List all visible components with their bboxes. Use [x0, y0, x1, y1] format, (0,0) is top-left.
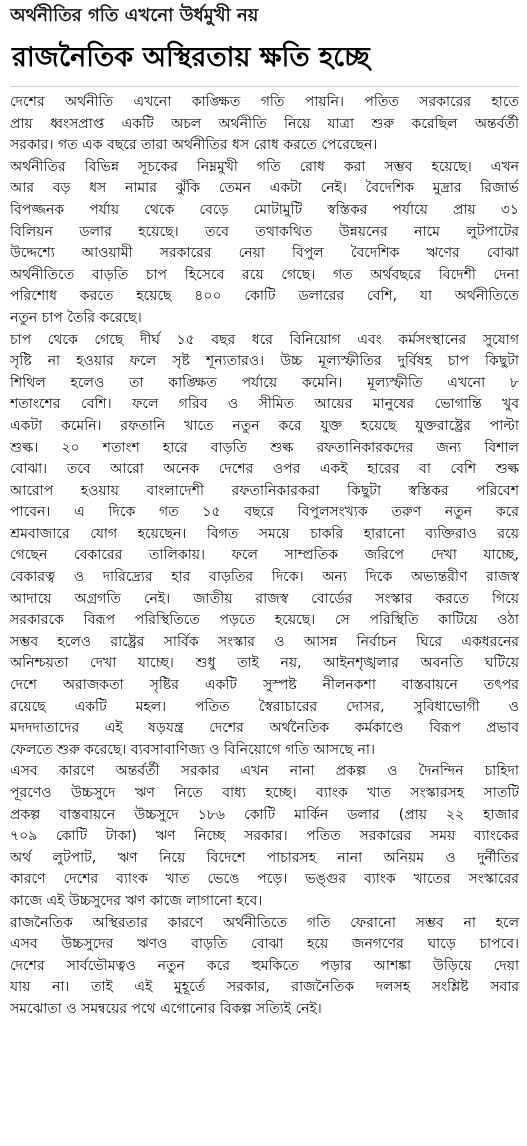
article-line: পরিশোধ করতে হয়েছে ৪০০ কোটি ডলারের বেশি, যা অর্থনীতিতে [10, 288, 519, 305]
article-paragraph [10, 92, 519, 157]
article-line: দেশের সার্বভৌমত্বও নতুন করে হুমকিতে পড়ার আশঙ্কা উড়িয়ে দেয়া [10, 957, 519, 974]
article-line: বেকারত্ব ও দারিদ্র্যের হার বাড়তির দিকে। অন্য দিকে অভ্যন্তরীণ রাজস্ব [10, 569, 519, 586]
article-line: শিথিল হলেও তা কাঙ্ক্ষিত পর্যায়ে কমেনি। মূল্যস্ফীতি এখনো ৮ [10, 374, 519, 391]
article-line: সরকার। গত এক বছরে তারা অর্থনীতির ধস রোধ করতে পেরেছেন। [10, 137, 378, 154]
article-line: মদদদাতাদের এই ষড়যন্ত্র দেশের অর্থনৈতিক কর্মকাণ্ডে বিরূপ প্রভাব [10, 720, 519, 737]
article-line: গেছেন বেকারের তালিকায়। ফলে সাম্প্রতিক জরিপে দেখা যাচ্ছে, [10, 547, 519, 564]
article-line: দেশের অর্থনীতি এখনো কাঙ্ক্ষিত গতি পায়নি। পতিত সরকারের হাতে [10, 94, 519, 110]
article-line: শ্রমবাজারে যোগ হয়েছেন। বিগত সময়ে চাকরি হারানো ব্যক্তিরাও রয়ে [10, 525, 519, 542]
article-line: রাজনৈতিক অস্থিরতার কারণে অর্থনীতিতে গতি ফেরানো সম্ভব না হলে [10, 914, 519, 931]
article-line: আদায়ে অগ্রগতি নেই। জাতীয় রাজস্ব বোর্ডের সংস্কার করতে গিয়ে [10, 590, 519, 607]
article-line: নতুন চাপ তৈরি করেছে। [10, 309, 142, 326]
article-line: ৭০৯ কোটি টাকা) ঋণ নিচ্ছে সরকার। পতিত সরকারের সময় ব্যাংকের [10, 828, 519, 845]
article-line: অর্থ লুটপাট, ঋণ নিয়ে বিদেশে পাচারসহ নানা অনিয়ম ও দুর্নীতির [10, 849, 519, 866]
article-line: অর্থনীতিতে বাড়তি চাপ হিসেবে রয়ে গেছে। গত অর্থবছরে বিদেশী দেনা [10, 266, 519, 283]
article-line: পাবেন। এ দিকে গত ১৫ বছরে বিপুলসংখ্যক তরুণ নতুন করে [10, 504, 519, 521]
article-paragraph [10, 157, 519, 330]
article-line: প্রায় ধ্বংসপ্রাপ্ত একটি অচল অর্থনীতি নিয়ে যাত্রা শুরু করেছিল অন্তর্বর্তী [10, 115, 519, 132]
headline-divider [10, 86, 519, 87]
article-line: বোঝা। তবে আরো অনেক দেশের ওপর একই হারের বা বেশি শুল্ক [10, 461, 519, 478]
article-clip [10, 0, 519, 1146]
article-kicker: অর্থনীতির গতি এখনো উর্ধমুখী নয় [10, 5, 259, 26]
article-body [10, 92, 519, 1021]
article-paragraph [10, 330, 519, 762]
article-paragraph [10, 761, 519, 912]
article-line: আর বড় ধস নামার ঝুঁকি তেমন একটা নেই। বৈদেশিক মুদ্রার রিজার্ভ [10, 180, 519, 197]
article-line: রয়েছে একটি মহল। পতিত স্বৈরাচারের দোসর, সুবিধাভোগী ও [10, 698, 519, 715]
article-line: সমঝোতা ও সমন্বয়ের পথে এগোনোর বিকল্প সত্যিই নেই। [10, 1000, 322, 1017]
article-line: দেশে অরাজকতা সৃষ্টির একটি সুস্পষ্ট নীলনকশা বাস্তবায়নে তৎপর [10, 677, 519, 694]
article-line: বিলিয়ন ডলার হয়েছে। তবে তথাকথিত উন্নয়নের নামে লুটপাটের [10, 223, 519, 240]
article-line: চাপ থেকে গেছে দীর্ঘ ১৫ বছর ধরে বিনিয়োগ এবং কর্মসংস্থানের সুযোগ [10, 331, 519, 348]
article-line: এসব কারণে অন্তর্বর্তী সরকার এখন নানা প্রকল্প ও দৈনন্দিন চাহিদা [10, 763, 519, 780]
article-line: পূরণেও উচ্চসুদে ঋণ নিতে বাধ্য হচ্ছে। ব্যাংক খাত সংস্কারসহ সাতটি [10, 785, 519, 801]
article-line: সৃষ্টি না হওয়ার ফলে সৃষ্ট শূন্যতারও। উচ্চ মূল্যস্ফীতির দুর্বিষহ চাপ কিছুটা [10, 353, 519, 370]
article-headline: রাজনৈতিক অস্থিরতায় ক্ষতি হচ্ছে [12, 42, 370, 73]
article-line: বিপজ্জনক পর্যায় থেকে বেড়ে মোটামুটি স্বস্তিকর পর্যায়ে প্রায় ৩১ [10, 201, 519, 218]
article-line: শুল্ক। ২০ শতাংশ হারে বাড়তি শুল্ক রফতানিকারকদের জন্য বিশাল [10, 439, 519, 456]
article-line: এসব উচ্চসুদের ঋণও বাড়তি বোঝা হয়ে জনগণের ঘাড়ে চাপবে। [10, 936, 519, 953]
article-paragraph [10, 913, 519, 1021]
article-line: সম্ভব হলেও রাষ্ট্রের সার্বিক সংস্কার ও আসন্ন নির্বাচন ঘিরে একধরনের [10, 633, 519, 650]
article-line: অনিশ্চয়তা দেখা যাচ্ছে। শুধু তাই নয়, আইনশৃঙ্খলার অবনতি ঘটিয়ে [10, 655, 519, 672]
article-line: উদ্দেশ্যে আওয়ামী সরকারের নেয়া বিপুল বৈদেশিক ঋণের বোঝা [10, 245, 519, 262]
article-line: প্রকল্প বাস্তবায়নে উচ্চসুদে ১৮৬ কোটি মার্কিন ডলার (প্রায় ২২ হাজার [10, 806, 519, 823]
article-line: কারণে দেশের ব্যাংক খাত ভেঙে পড়ে। ভঙ্গুর ব্যাংক খাতের সংস্কারের [10, 871, 519, 888]
article-line: কাজে এই উচ্চসুদের ঋণ কাজে লাগানো হবে। [10, 892, 263, 909]
article-line: আরোপ হওয়ায় বাংলাদেশী রফতানিকারকরা কিছুটা স্বস্তিকর পরিবেশ [10, 482, 519, 499]
article-line: যায় না। তাই এই মুহূর্তে সরকার, রাজনৈতিক দলসহ সংশ্লিষ্ট সবার [10, 979, 519, 996]
article-line: অর্থনীতির বিভিন্ন সূচকের নিম্নমুখী গতি রোধ করা সম্ভব হয়েছে। এখন [10, 158, 519, 175]
article-line: ফেলতে শুরু করেছে। ব্যবসাবাণিজ্য ও বিনিয়োগে গতি আসছে না। [10, 741, 375, 758]
article-line: শতাংশের বেশি। ফলে গরিব ও সীমিত আয়ের মানুষের ভোগান্তি খুব [10, 396, 519, 413]
article-line: একটা কমেনি। রফতানি খাতে নতুন করে যুক্ত হয়েছে যুক্তরাষ্ট্রের পাল্টা [10, 417, 519, 434]
article-line: সরকারকে বিরূপ পরিস্থিতিতে পড়তে হয়েছে। সে পরিস্থিতি কাটিয়ে ওঠা [10, 612, 519, 629]
